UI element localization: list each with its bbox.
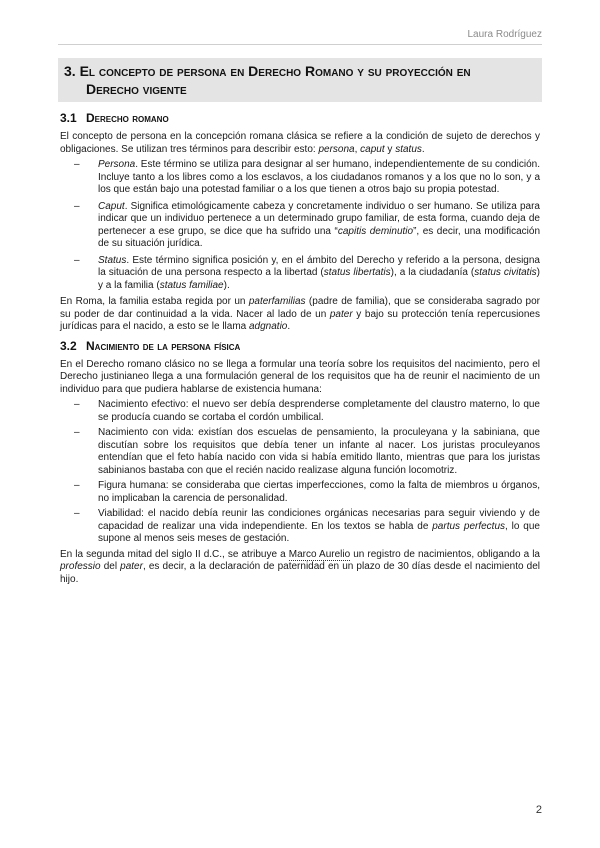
section-title: Nacimiento de la persona física: [86, 338, 241, 353]
list-item-persona: – Persona. Este término se utiliza para designar al ser humano, independientemente de su condición. Incluye tanto a los libres como a los esclavos, a los ciudadanos romanos y a los que no lo son, y a los que están bajo una potestad familiar o a los que tienen a otros bajo su propia potestad.: [74, 159, 540, 195]
section-title: Derecho romano: [86, 111, 169, 125]
list-item-status: – Status. Este término significa posición y, en el ámbito del Derecho y referido a la persona, designa la situación de una persona respecto a la libertad (status libertatis), a la ciudadanía (status civitatis) y a la familia (status familiae).: [74, 254, 541, 291]
marco-aurelio-reference: Marco Aurelio: [288, 548, 351, 560]
section-number: 3.2: [60, 338, 77, 353]
term-status: status: [395, 143, 422, 155]
requisitos-list: [60, 399, 540, 546]
section-number: 3.1: [60, 111, 77, 125]
list-dash: –: [74, 159, 80, 170]
header-author: Laura Rodríguez: [467, 29, 542, 40]
paragraph-intro-nacimiento: En el Derecho romano clásico no se llega a formular una teoría sobre los requisitos del nacimiento, pero el Derecho justinianeo llega a una formulación general de los requisitos que ha de reunir el nacimiento de un individuo para que pudiera hablarse de existencia humana:: [60, 358, 540, 395]
list-dash: –: [74, 200, 80, 212]
list-dash: –: [74, 427, 80, 438]
list-dash: –: [74, 254, 80, 266]
term-persona: persona: [318, 143, 355, 155]
list-item-nacimiento-con-vida: – Nacimiento con vida: existían dos escuelas de pensamiento, la proculeyana y la sabiniana, que discutían sobre los requisitos que debía tener un infante al nacer. Los juristas proculeyanos entendían que el feto había nacido con vida si había emitido llanto, mientras que para los juristas sabinianos bastaba con que el recién nacido realizase alguna función locomotriz.: [74, 427, 540, 476]
list-dash: –: [74, 399, 80, 410]
list-item-caput: – Caput. Significa etimológicamente cabeza y concretamente individuo o ser humano. Se utiliza para indicar que un individuo pertenece a un determinado grupo familiar, de esta forma, cuando deja de pertenecer a ese grupo, se dice que ha sufrido una “capitis deminutio”, es decir, una modificación de su situación jurídica.: [74, 200, 541, 249]
list-item-viabilidad: – Viabilidad: el nacido debía reunir las condiciones orgánicas necesarias para seguir viviendo y de capacidad de realizar una vida independiente. En los textos se habla de partus perfectus, lo que supone al menos seis meses de gestación.: [74, 508, 540, 544]
document-body: [60, 111, 540, 586]
chapter-title-line-2: Derecho vigente: [86, 81, 187, 97]
page-number: 2: [535, 804, 542, 816]
paragraph-marco-aurelio: En la segunda mitad del siglo II d.C., se atribuye a Marco Aurelio un registro de nacimientos, obligando a la professio del pater, es decir, a la declaración de paternidad en un plazo de 30 días desde el nacimiento del hijo.: [60, 548, 540, 585]
chapter-heading: [58, 58, 542, 102]
list-dash: –: [74, 480, 80, 491]
term-caput: caput: [360, 143, 385, 155]
section-heading-nacimiento: [60, 339, 540, 354]
paragraph-intro-persona: El concepto de persona en la concepción romana clásica se refiere a la condición de sujeto de derechos y obligaciones. Se utilizan tres términos para describir esto: persona, caput y status.: [60, 131, 540, 155]
section-heading-derecho-romano: [60, 111, 540, 126]
paragraph-familia-romana: En Roma, la familia estaba regida por un paterfamilias (padre de familia), que se consideraba sagrado por su poder de dar continuidad a la vida. Nacer al lado de un pater y bajo su protección tenía repercusiones jurídicas para el nacido, a esto se le llama adgnatio.: [60, 296, 540, 332]
header-rule: [58, 44, 542, 45]
list-dash: –: [74, 508, 80, 519]
list-item-nacimiento-efectivo: – Nacimiento efectivo: el nuevo ser debía desprenderse completamente del claustro materno, lo que se producía cuando se cortaba el cordón umbilical.: [74, 399, 540, 423]
list-item-figura-humana: – Figura humana: se consideraba que ciertas imperfecciones, como la falta de miembros u órganos, no implicaban la carencia de personalidad.: [74, 480, 540, 504]
chapter-title-line-1: 3. El concepto de persona en Derecho Romano y su proyección en: [64, 63, 471, 79]
terms-list: [60, 159, 540, 292]
